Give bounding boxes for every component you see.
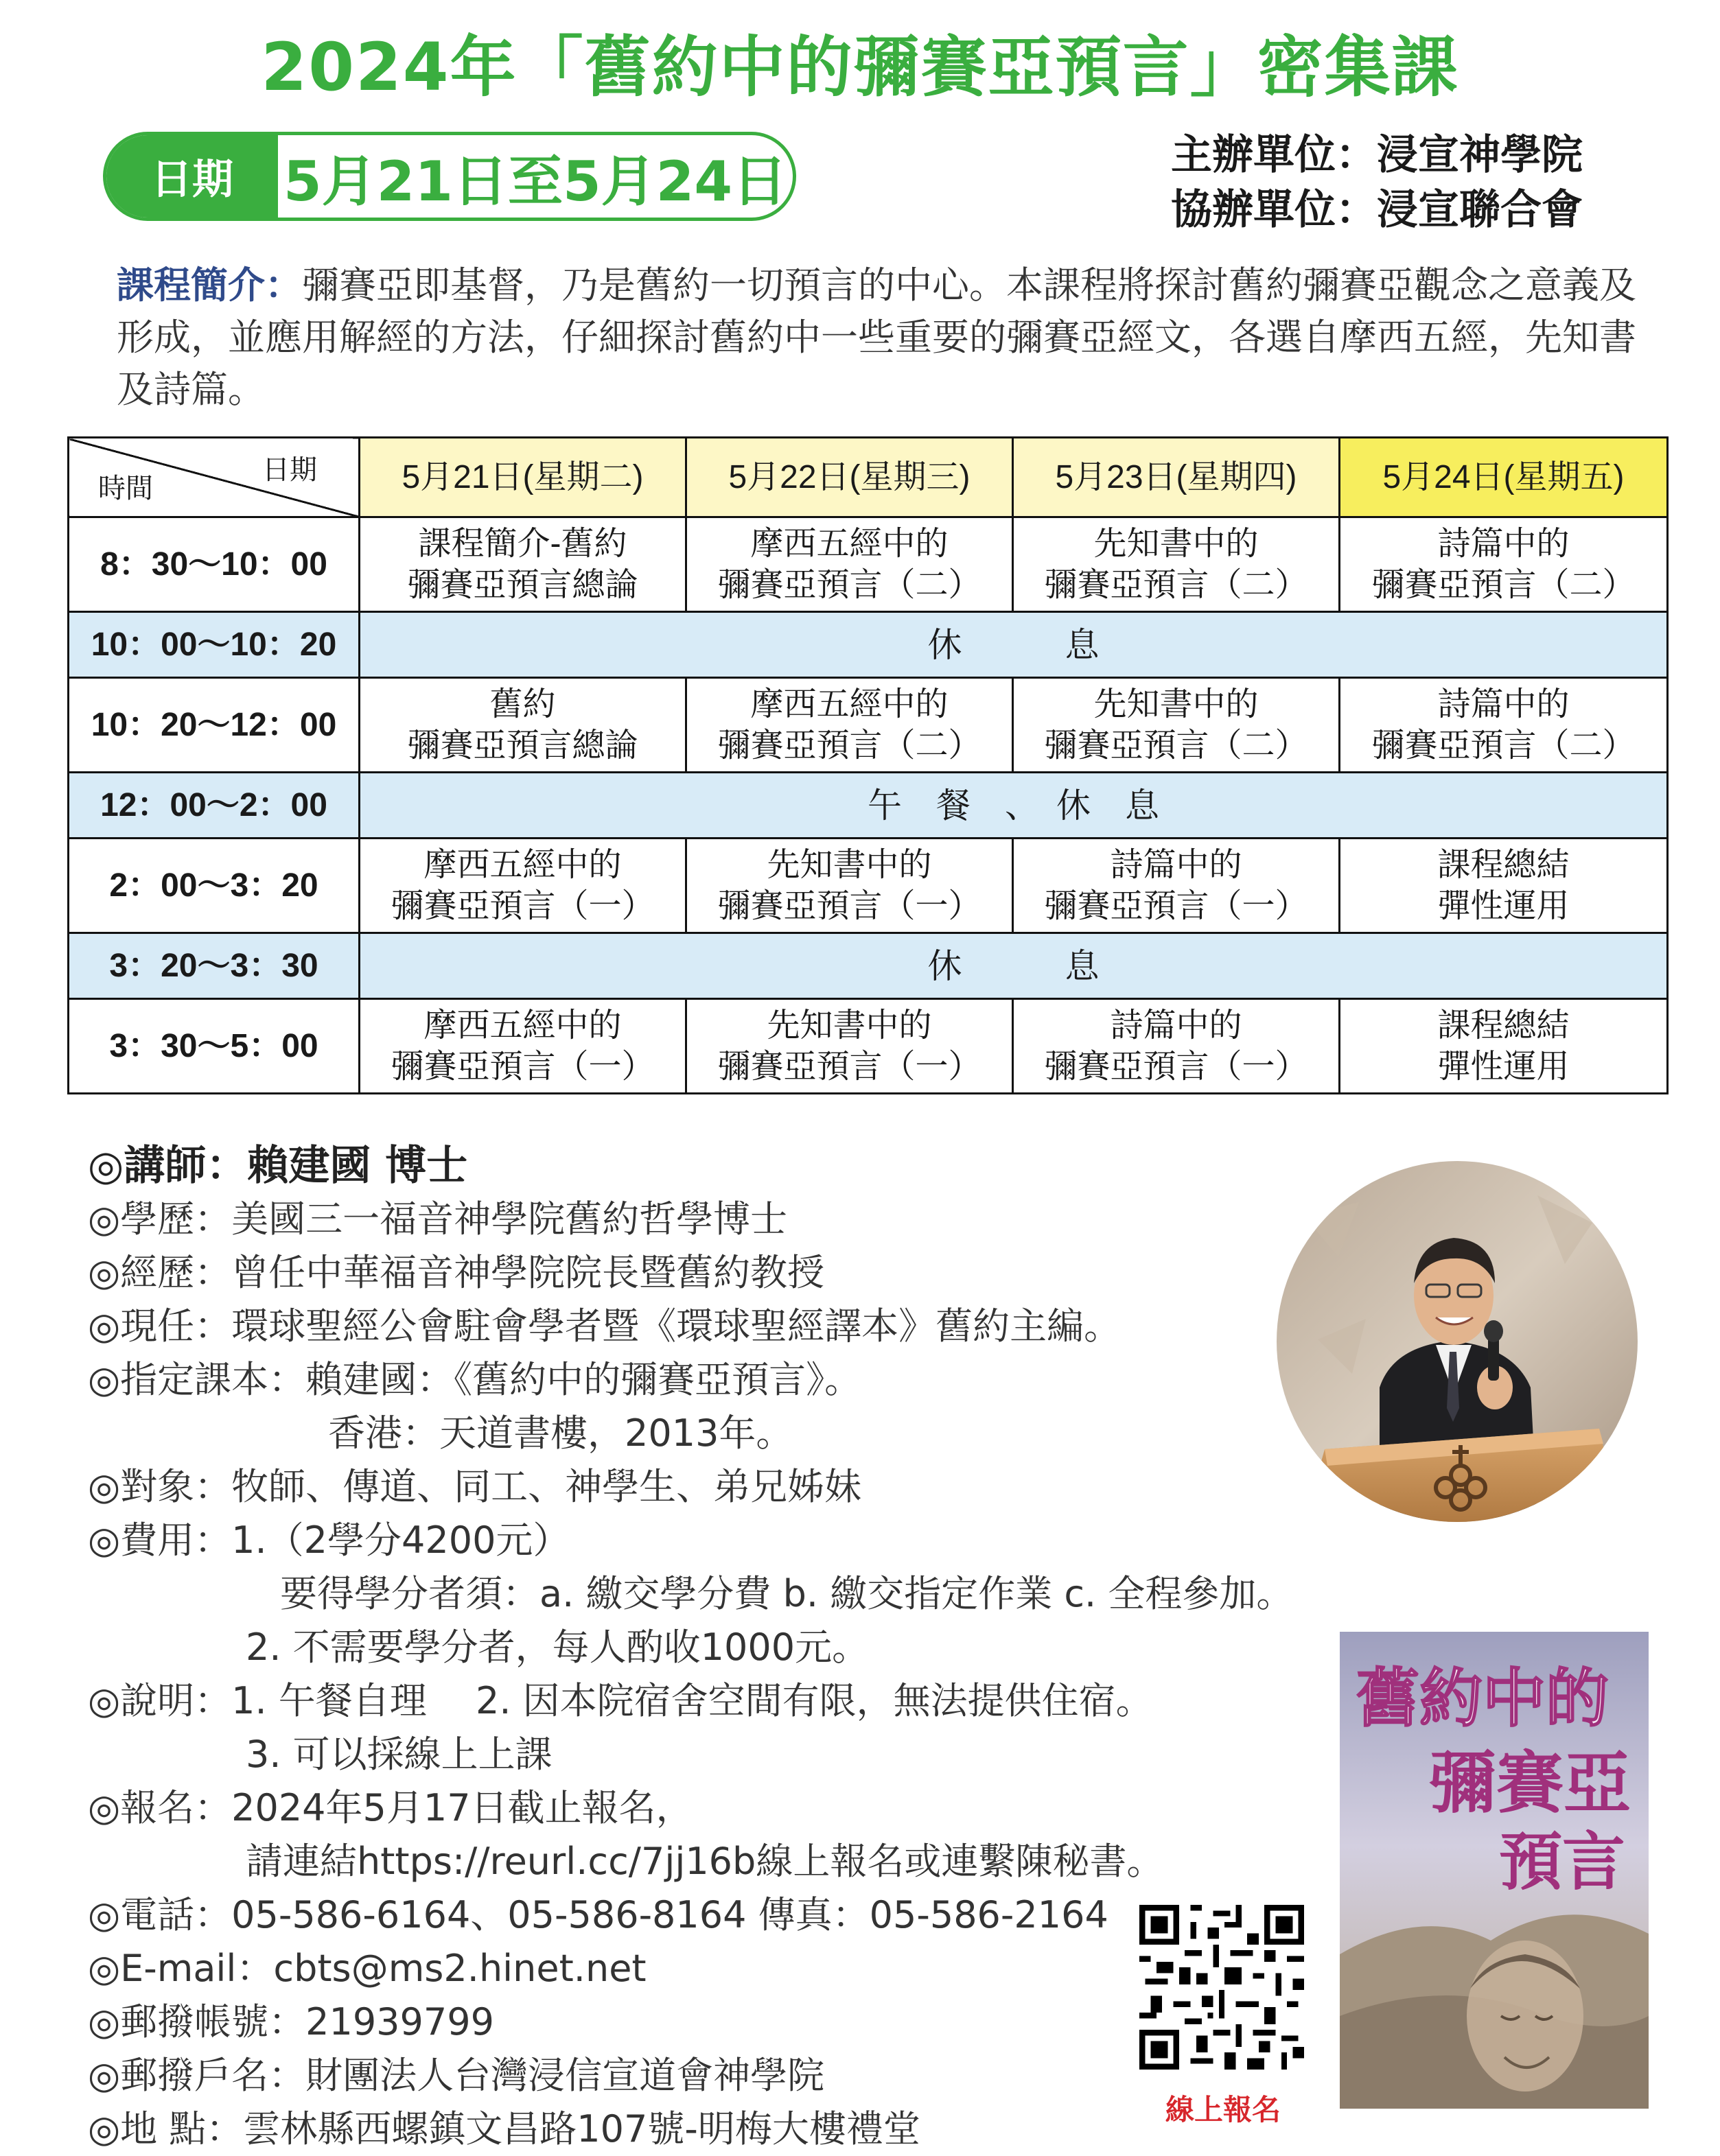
break-row — [69, 773, 1668, 839]
time-slot: 10：20～12：00 — [69, 678, 360, 773]
session-cell: 舊約 彌賽亞預言總論 — [360, 678, 686, 773]
break-cell: 午 餐 、 休 息 — [360, 773, 1668, 839]
day-header: 5月23日(星期四) — [1013, 438, 1340, 517]
registration-qr-code[interactable] — [1139, 1905, 1304, 2070]
corner-cell — [69, 438, 360, 517]
session-cell: 先知書中的 彌賽亞預言（二） — [1013, 517, 1340, 612]
registration-link[interactable]: 請連結https://reurl.cc/7jj16b線上報名或連繫陳秘書。 — [246, 1840, 1164, 1883]
organizer: 主辦單位：浸宣神學院 — [1171, 131, 1583, 179]
intro-heading: 課程簡介： — [117, 263, 302, 307]
registration: ◎報名：2024年5月17日截止報名， — [88, 1786, 693, 1829]
book-cover — [1340, 1632, 1649, 2109]
teacher: ◎講師：賴建國 博士 — [88, 1142, 468, 1190]
break-cell: 休 息 — [360, 612, 1668, 678]
session-cell: 詩篇中的 彌賽亞預言（二） — [1340, 678, 1668, 773]
co-organizer: 協辦單位：浸宣聯合會 — [1171, 186, 1583, 234]
session-cell: 摩西五經中的 彌賽亞預言（二） — [686, 517, 1013, 612]
location: ◎地 點：雲林縣西螺鎮文昌路107號-明梅大樓禮堂 — [88, 2107, 920, 2151]
schedule-table — [67, 436, 1669, 1094]
notes-online: 3. 可以採線上上課 — [246, 1733, 553, 1776]
notes: ◎說明：1. 午餐自理 2. 因本院宿舍空間有限，無法提供住宿。 — [88, 1679, 1153, 1722]
session-row — [69, 517, 1668, 612]
fee-non-credit: 2. 不需要學分者，每人酌收1000元。 — [246, 1626, 870, 1669]
education: ◎學歷：美國三一福音神學院舊約哲學博士 — [88, 1197, 788, 1241]
break-cell: 休 息 — [360, 933, 1668, 999]
session-row — [69, 839, 1668, 933]
session-cell: 課程總結 彈性運用 — [1340, 999, 1668, 1094]
fee-requirements: 要得學分者須：a. 繳交學分費 b. 繳交指定作業 c. 全程參加。 — [280, 1572, 1294, 1615]
session-cell: 課程簡介-舊約 彌賽亞預言總論 — [360, 517, 686, 612]
day-header: 5月21日(星期二) — [360, 438, 686, 517]
fee: ◎費用：1.（2學分4200元） — [88, 1519, 570, 1562]
corner-date-label: 日期 — [262, 455, 317, 485]
time-slot: 8：30～10：00 — [69, 517, 360, 612]
session-cell: 摩西五經中的 彌賽亞預言（一） — [360, 999, 686, 1094]
session-cell: 先知書中的 彌賽亞預言（二） — [1013, 678, 1340, 773]
day-header: 5月22日(星期三) — [686, 438, 1013, 517]
session-cell: 詩篇中的 彌賽亞預言（一） — [1013, 839, 1340, 933]
session-cell: 詩篇中的 彌賽亞預言（二） — [1340, 517, 1668, 612]
textbook-publisher: 香港：天道書樓，2013年。 — [328, 1411, 793, 1455]
break-row — [69, 933, 1668, 999]
audience: ◎對象：牧師、傳道、同工、神學生、弟兄姊妹 — [88, 1465, 862, 1508]
corner-time-label: 時間 — [98, 473, 153, 504]
speaker-photo — [1277, 1161, 1638, 1522]
course-intro — [117, 259, 1654, 416]
book-title-line2: 彌賽亞 — [1429, 1744, 1631, 1823]
current-position: ◎現任：環球聖經公會駐會學者暨《環球聖經譯本》舊約主編。 — [88, 1304, 1122, 1348]
book-title-line3: 預言 — [1499, 1825, 1626, 1899]
page-title: 2024年「舊約中的彌賽亞預言」密集課 — [261, 29, 1459, 106]
session-cell: 詩篇中的 彌賽亞預言（一） — [1013, 999, 1340, 1094]
date-value: 5月21日至5月24日 — [283, 149, 787, 213]
session-cell: 先知書中的 彌賽亞預言（一） — [686, 839, 1013, 933]
postal-account: ◎郵撥帳號：21939799 — [88, 2000, 494, 2043]
time-slot: 12：00～2：00 — [69, 773, 360, 839]
book-title-line1: 舊約中的 — [1356, 1661, 1609, 1735]
break-row — [69, 612, 1668, 678]
time-slot: 2：00～3：20 — [69, 839, 360, 933]
phone: ◎電話：05-586-6164、05-586-8164 傳真：05-586-2164 — [88, 1893, 1108, 1936]
time-slot: 3：30～5：00 — [69, 999, 360, 1094]
session-row — [69, 678, 1668, 773]
session-cell: 課程總結 彈性運用 — [1340, 839, 1668, 933]
day-header: 5月24日(星期五) — [1340, 438, 1668, 517]
session-cell: 先知書中的 彌賽亞預言（一） — [686, 999, 1013, 1094]
email[interactable]: ◎E-mail：cbts@ms2.hinet.net — [88, 1947, 647, 1990]
date-label: 日期 — [106, 135, 278, 218]
schedule-header-row — [69, 438, 1668, 517]
experience: ◎經歷：曾任中華福音神學院院長暨舊約教授 — [88, 1251, 825, 1294]
textbook: ◎指定課本：賴建國：《舊約中的彌賽亞預言》。 — [88, 1358, 862, 1401]
postal-name: ◎郵撥戶名：財團法人台灣浸信宣道會神學院 — [88, 2054, 825, 2097]
session-cell: 摩西五經中的 彌賽亞預言（一） — [360, 839, 686, 933]
session-row — [69, 999, 1668, 1094]
time-slot: 10：00～10：20 — [69, 612, 360, 678]
qr-label: 線上報名 — [1165, 2093, 1281, 2126]
intro-text: 彌賽亞即基督，乃是舊約一切預言的中心。本課程將探討舊約彌賽亞觀念之意義及形成，並應用解經的方法，仔細探討舊約中一些重要的彌賽亞經文，各選自摩西五經，先知書及詩篇。 — [117, 263, 1636, 411]
session-cell: 摩西五經中的 彌賽亞預言（二） — [686, 678, 1013, 773]
time-slot: 3：20～3：30 — [69, 933, 360, 999]
date-banner — [103, 132, 796, 221]
